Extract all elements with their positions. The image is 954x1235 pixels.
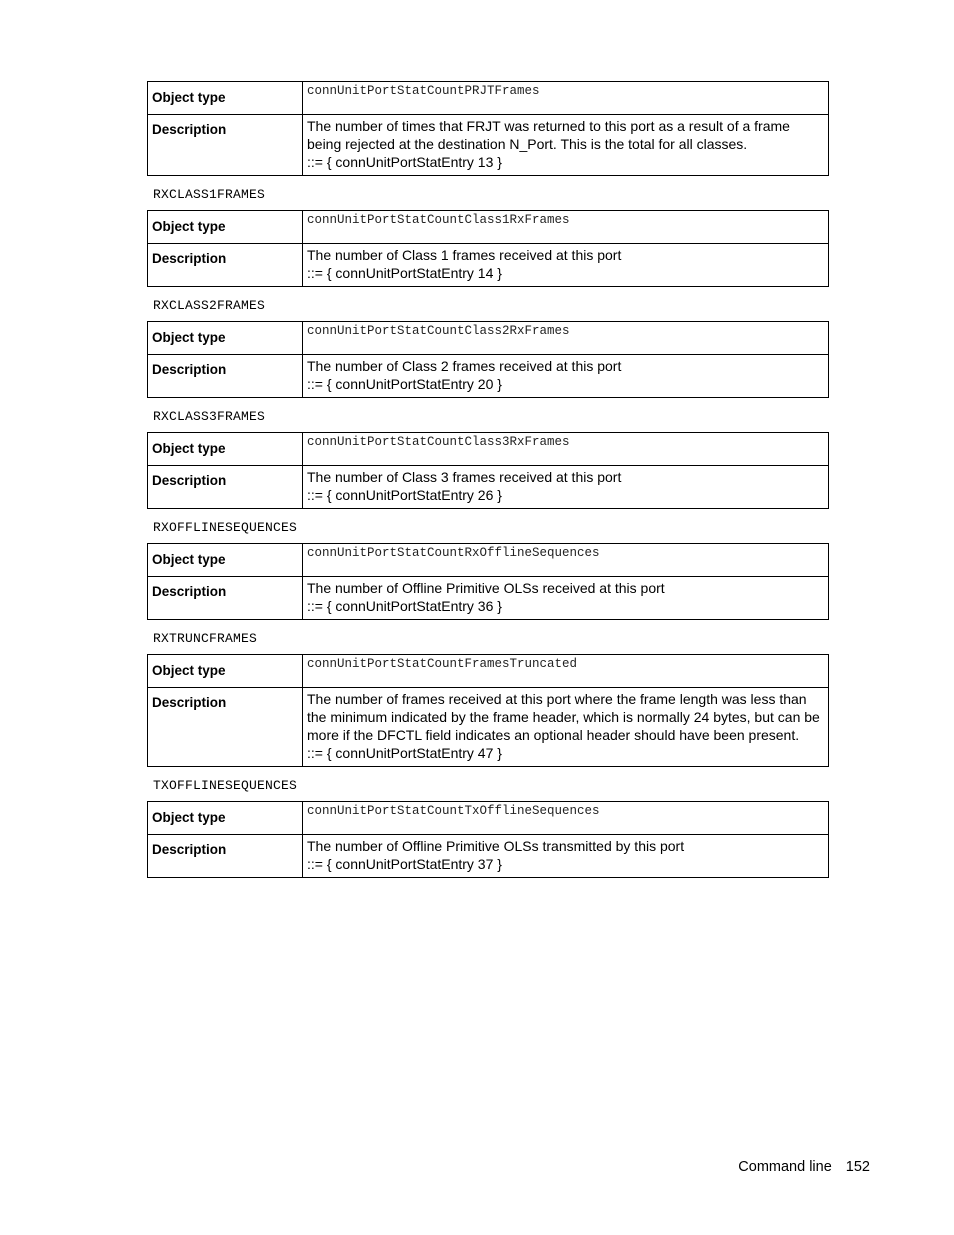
object-type-label: Object type (152, 330, 226, 345)
description-label: Description (152, 251, 227, 266)
mib-object-table (147, 81, 829, 176)
object-type-label: Object type (152, 810, 226, 825)
section-heading: RXOFFLINESEQUENCES (153, 520, 298, 535)
description-oid: ::= { connUnitPortStatEntry 37 } (307, 856, 502, 872)
description-oid: ::= { connUnitPortStatEntry 26 } (307, 487, 502, 503)
description-text: The number of Offline Primitive OLSs transmitted by this port (307, 838, 685, 854)
mib-object-table (147, 543, 829, 620)
object-type-value: connUnitPortStatCountPRJTFrames (307, 84, 540, 98)
object-type-value: connUnitPortStatCountClass2RxFrames (307, 324, 570, 338)
description-label: Description (152, 122, 227, 137)
footer-section-title: Command line (738, 1159, 832, 1175)
description-label: Description (152, 473, 227, 488)
object-type-label: Object type (152, 219, 226, 234)
description-oid: ::= { connUnitPortStatEntry 47 } (307, 745, 502, 761)
description-label: Description (152, 842, 227, 857)
page-footer (738, 1159, 870, 1175)
description-text: The number of Class 1 frames received at this port (307, 247, 622, 263)
description-oid: ::= { connUnitPortStatEntry 13 } (307, 154, 502, 170)
section-heading: RXTRUNCFRAMES (153, 631, 258, 646)
description-label: Description (152, 584, 227, 599)
object-type-value: connUnitPortStatCountClass1RxFrames (307, 213, 570, 227)
section-heading: RXCLASS3FRAMES (153, 409, 266, 424)
description-text: The number of times that FRJT was returned to this port as a result of a frame being rejected at the destination N_Port. This is the total for all classes. (307, 118, 790, 152)
object-type-label: Object type (152, 90, 226, 105)
description-text: The number of Class 3 frames received at this port (307, 469, 622, 485)
object-type-label: Object type (152, 663, 226, 678)
section-heading: TXOFFLINESEQUENCES (153, 778, 298, 793)
mib-object-table (147, 321, 829, 398)
mib-object-table (147, 432, 829, 509)
description-label: Description (152, 362, 227, 377)
description-oid: ::= { connUnitPortStatEntry 36 } (307, 598, 502, 614)
mib-object-table (147, 801, 829, 878)
section-heading: RXCLASS2FRAMES (153, 298, 266, 313)
description-text: The number of frames received at this port where the frame length was less than the minimum indicated by the frame header, which is normally 24 bytes, but can be more if the DFCTL field indicates an optional header should have been present. (307, 691, 820, 743)
document-body (147, 81, 829, 878)
mib-object-table (147, 210, 829, 287)
description-oid: ::= { connUnitPortStatEntry 14 } (307, 265, 502, 281)
description-text: The number of Class 2 frames received at this port (307, 358, 622, 374)
page-number: 152 (845, 1159, 870, 1175)
object-type-value: connUnitPortStatCountFramesTruncated (307, 657, 578, 671)
object-type-value: connUnitPortStatCountRxOfflineSequences (307, 546, 600, 560)
description-text: The number of Offline Primitive OLSs received at this port (307, 580, 665, 596)
object-type-value: connUnitPortStatCountClass3RxFrames (307, 435, 570, 449)
object-type-value: connUnitPortStatCountTxOfflineSequences (307, 804, 600, 818)
object-type-label: Object type (152, 441, 226, 456)
description-label: Description (152, 695, 227, 710)
mib-object-table (147, 654, 829, 767)
object-type-label: Object type (152, 552, 226, 567)
description-oid: ::= { connUnitPortStatEntry 20 } (307, 376, 502, 392)
section-heading: RXCLASS1FRAMES (153, 187, 266, 202)
